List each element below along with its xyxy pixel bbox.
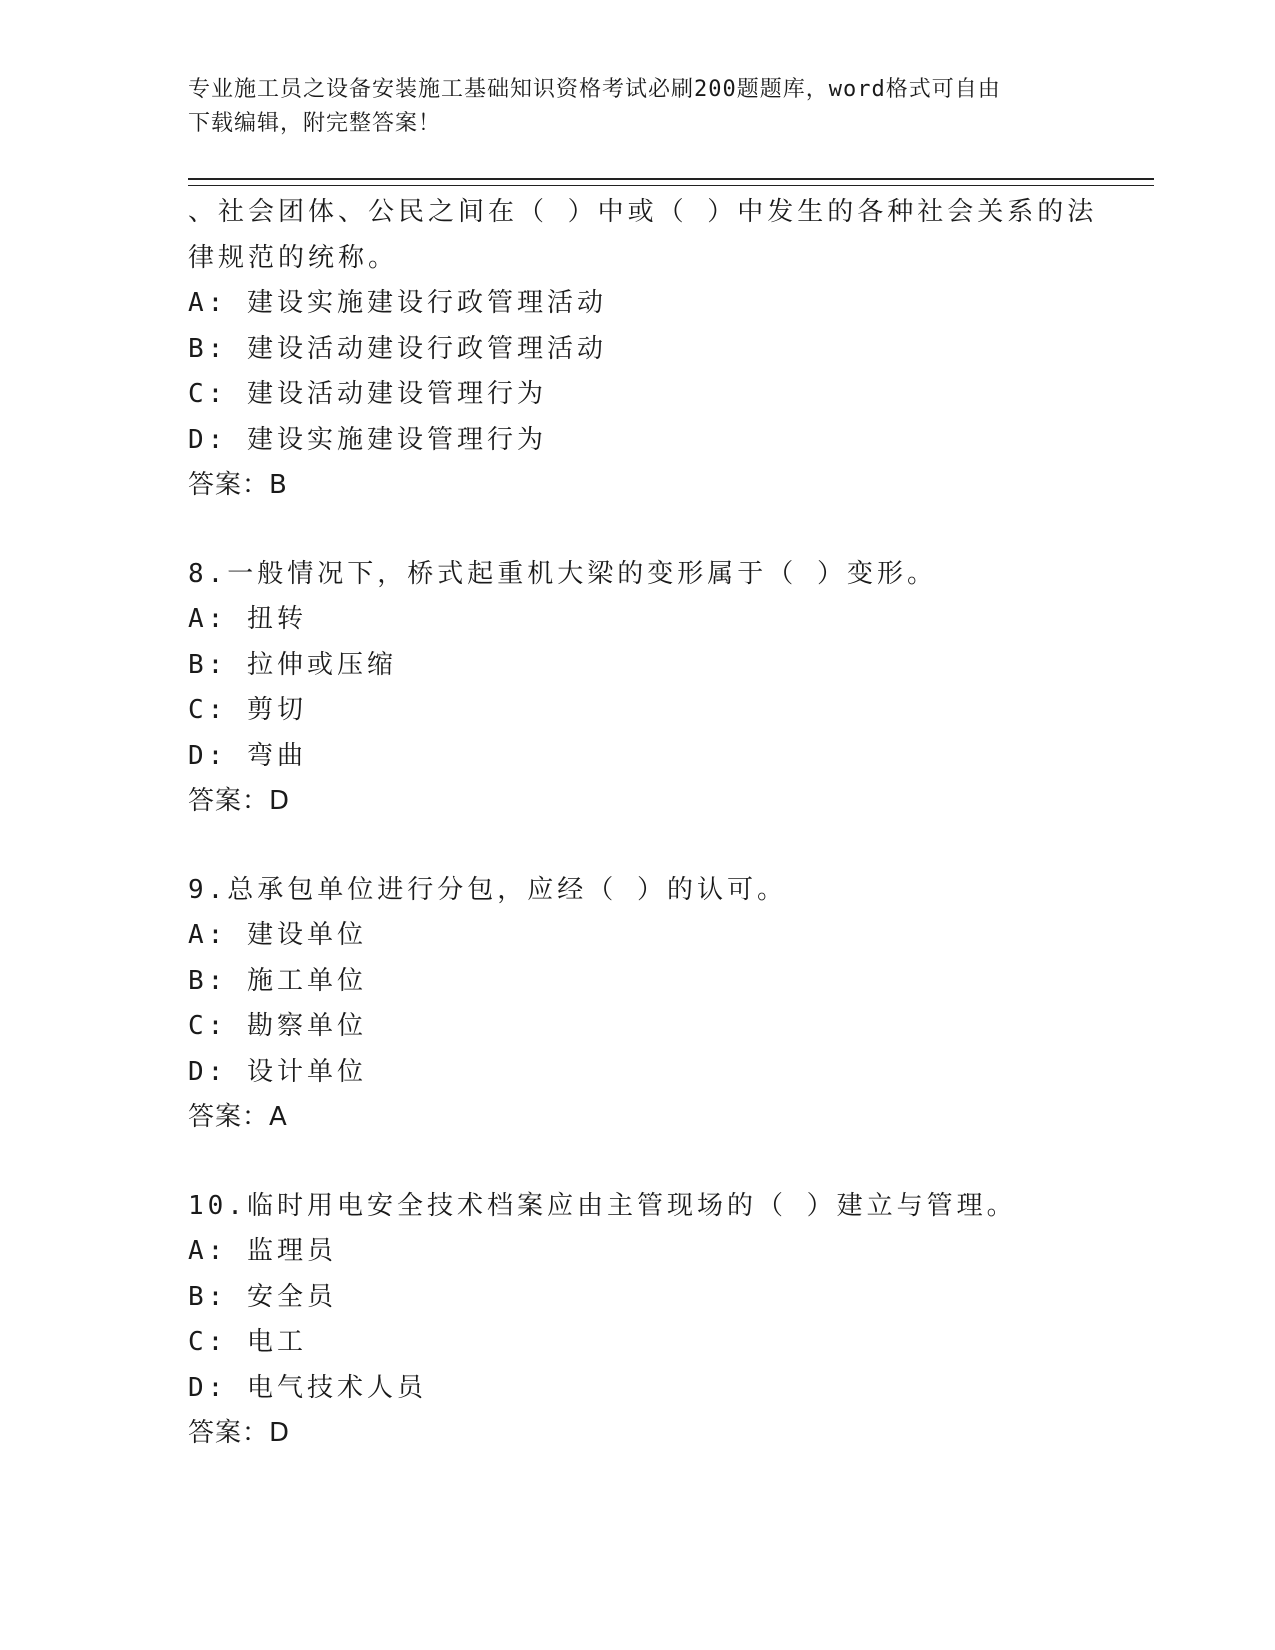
option-b: B: 拉伸或压缩: [188, 649, 397, 680]
answer-line: 答案：B: [188, 470, 288, 500]
answer-line: 答案：D: [188, 786, 291, 816]
question-10: [188, 1184, 1088, 1457]
header-line-2: 下载编辑，附完整答案！: [188, 111, 442, 136]
option-b: B: 建设活动建设行政管理活动: [188, 333, 607, 364]
option-a: A: 扭转: [188, 604, 307, 634]
option-a: A: 建设实施建设行政管理活动: [188, 288, 607, 318]
option-c: C: 电工: [188, 1327, 307, 1357]
header-divider: [188, 178, 1154, 186]
option-d: D: 建设实施建设管理行为: [188, 424, 547, 455]
question-stem-line: 、社会团体、公民之间在（ ）中或（ ）中发生的各种社会关系的法: [188, 197, 1098, 227]
answer-line: 答案：D: [188, 1418, 291, 1448]
option-b: B: 安全员: [188, 1281, 337, 1312]
question-9: [188, 868, 1088, 1141]
question-continued: [188, 190, 1098, 509]
question-stem: 8.一般情况下，桥式起重机大梁的变形属于（ ）变形。: [188, 558, 937, 589]
option-b: B: 施工单位: [188, 965, 367, 996]
question-stem: 9.总承包单位进行分包，应经（ ）的认可。: [188, 874, 787, 905]
option-c: C: 勘察单位: [188, 1011, 367, 1041]
answer-line: 答案：A: [188, 1102, 288, 1132]
header-line-1: 专业施工员之设备安装施工基础知识资格考试必刷200题题库，word格式可自由: [188, 77, 1001, 102]
question-list: [188, 190, 1098, 1500]
option-d: D: 电气技术人员: [188, 1372, 427, 1403]
option-a: A: 建设单位: [188, 920, 367, 950]
question-stem: 10.临时用电安全技术档案应由主管现场的（ ）建立与管理。: [188, 1190, 1017, 1221]
option-a: A: 监理员: [188, 1236, 337, 1266]
option-c: C: 建设活动建设管理行为: [188, 379, 547, 409]
question-8: [188, 552, 1088, 825]
option-d: D: 设计单位: [188, 1056, 367, 1087]
option-c: C: 剪切: [188, 695, 307, 725]
option-d: D: 弯曲: [188, 740, 307, 771]
document-header: [188, 73, 1068, 141]
question-stem-line: 律规范的统称。: [188, 242, 399, 273]
